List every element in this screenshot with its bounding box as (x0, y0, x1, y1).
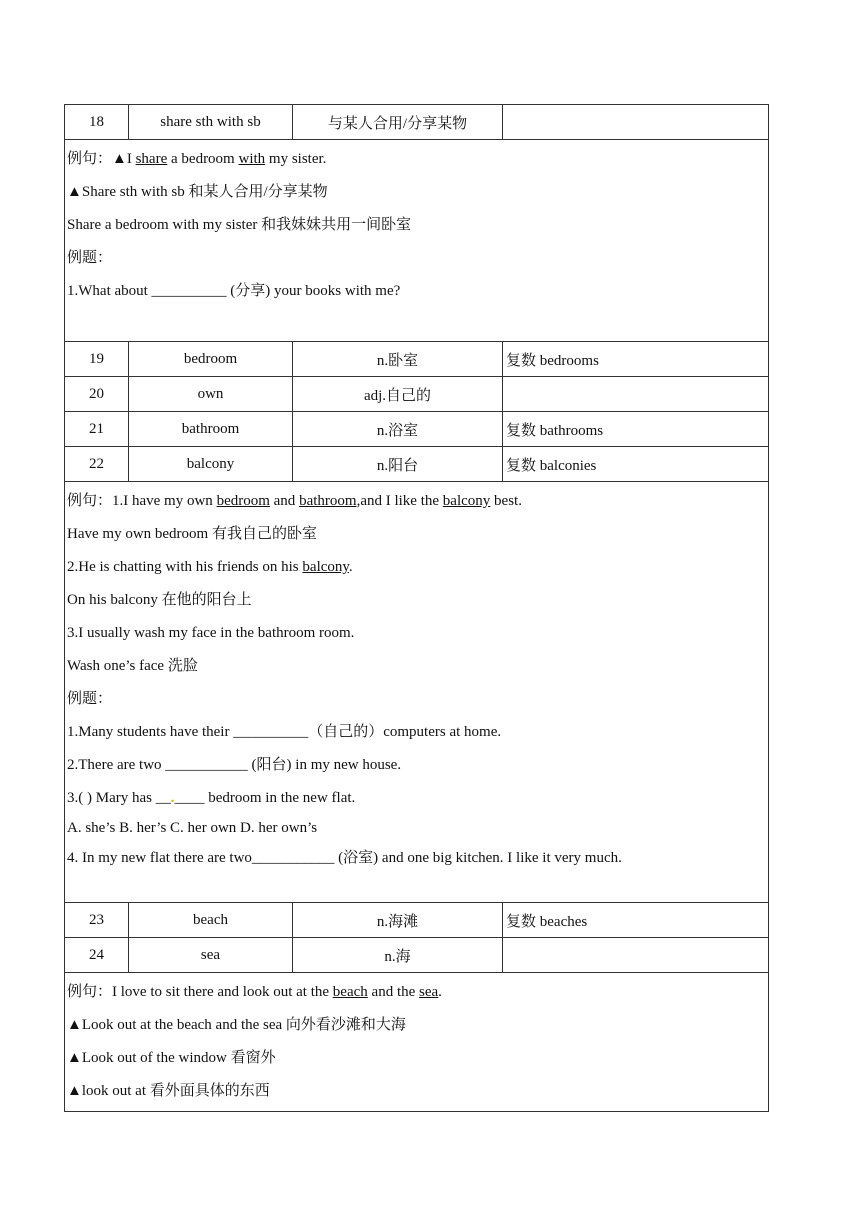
example-sentence: 2.He is chatting with his friends on his balcony. (67, 559, 353, 575)
word-number: 22 (65, 447, 129, 482)
vocabulary-table-page (64, 104, 768, 1112)
word-entry: beach (129, 903, 293, 938)
example-note: ▲look out at 看外面具体的东西 (67, 1083, 270, 1099)
example-row-24 (65, 973, 769, 1112)
word-row-22 (65, 447, 769, 482)
word-meaning: n.海 (293, 938, 503, 973)
word-number: 23 (65, 903, 129, 938)
vocabulary-table (64, 104, 769, 1112)
word-note: 复数 beaches (503, 903, 769, 938)
word-meaning: 与某人合用/分享某物 (293, 105, 503, 140)
word-meaning: n.阳台 (293, 447, 503, 482)
example-cell (65, 140, 769, 342)
word-entry: share sth with sb (129, 105, 293, 140)
word-note: 复数 bedrooms (503, 342, 769, 377)
exercise-item: 4. In my new flat there are two___________ (浴室) and one big kitchen. I like it very much. (67, 850, 622, 866)
example-sentence: 例句：1.I have my own bedroom and bathroom,and I like the balcony best. (67, 493, 522, 509)
word-entry: own (129, 377, 293, 412)
exercise-heading: 例题： (67, 250, 113, 266)
word-entry: bathroom (129, 412, 293, 447)
word-row-19 (65, 342, 769, 377)
word-number: 21 (65, 412, 129, 447)
example-note: Wash one’s face 洗脸 (67, 658, 198, 674)
exercise-options: A. she’s B. her’s C. her own D. her own’s (67, 820, 318, 836)
word-note: 复数 balconies (503, 447, 769, 482)
word-number: 20 (65, 377, 129, 412)
example-row-22 (65, 482, 769, 903)
exercise-item: 1.Many students have their __________（自己的）computers at home. (67, 724, 502, 740)
word-number: 19 (65, 342, 129, 377)
example-cell (65, 482, 769, 903)
example-sentence: 例句：I love to sit there and look out at the beach and the sea. (67, 984, 442, 1000)
exercise-heading: 例题： (67, 691, 113, 707)
example-note: ▲Look out of the window 看窗外 (67, 1050, 276, 1066)
word-number: 18 (65, 105, 129, 140)
exercise-item: 3.( ) Mary has __.____ bedroom in the new flat. (67, 790, 356, 806)
example-note: ▲Look out at the beach and the sea 向外看沙滩和大海 (67, 1017, 406, 1033)
exercise-item: 2.There are two ___________ (阳台) in my new house. (67, 757, 402, 773)
exercise-item: 1.What about __________ (分享) your books with me? (67, 283, 401, 299)
example-note: On his balcony 在他的阳台上 (67, 592, 252, 608)
word-meaning: adj.自己的 (293, 377, 503, 412)
word-row-20 (65, 377, 769, 412)
word-entry: bedroom (129, 342, 293, 377)
word-note (503, 377, 769, 412)
word-row-24 (65, 938, 769, 973)
word-meaning: n.卧室 (293, 342, 503, 377)
example-sentence: 例句：▲I share a bedroom with my sister. (67, 151, 327, 167)
word-number: 24 (65, 938, 129, 973)
example-note: Have my own bedroom 有我自己的卧室 (67, 526, 317, 542)
word-meaning: n.浴室 (293, 412, 503, 447)
example-row-18 (65, 140, 769, 342)
example-sentence: 3.I usually wash my face in the bathroom room. (67, 625, 355, 641)
word-note (503, 105, 769, 140)
word-entry: sea (129, 938, 293, 973)
word-note (503, 938, 769, 973)
example-note: Share a bedroom with my sister 和我妹妹共用一间卧室 (67, 217, 412, 233)
word-meaning: n.海滩 (293, 903, 503, 938)
word-row-23 (65, 903, 769, 938)
example-cell (65, 973, 769, 1112)
example-note: ▲Share sth with sb 和某人合用/分享某物 (67, 184, 328, 200)
word-row-21 (65, 412, 769, 447)
word-row-18 (65, 105, 769, 140)
word-note: 复数 bathrooms (503, 412, 769, 447)
word-entry: balcony (129, 447, 293, 482)
